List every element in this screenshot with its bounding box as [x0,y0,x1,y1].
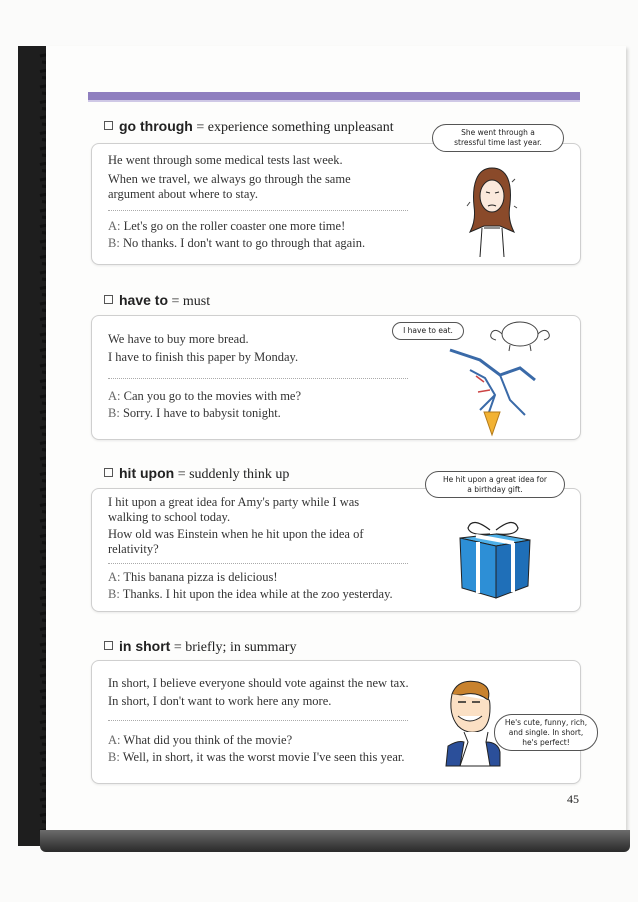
bubble-text: a birthday gift. [467,485,523,494]
speech-bubble [494,714,598,751]
speech-bubble [425,471,565,498]
section-heading-in-short [104,638,296,656]
definition: = suddenly think up [177,467,290,482]
speaker-label: A: [108,389,121,403]
checkbox-icon [104,295,113,304]
dialogue-line [108,587,393,602]
page-edge-shadow [40,830,630,852]
bubble-text: stressful time last year. [454,138,542,147]
divider [108,210,408,211]
divider [108,720,408,721]
divider [108,563,408,564]
dialogue-text: Let's go on the roller coaster one more time! [123,219,346,233]
speech-bubble [432,124,564,152]
bubble-text: He hit upon a great idea for [443,475,547,484]
page-number: 45 [567,792,579,806]
speaker-label: B: [108,750,120,764]
dialogue-text: Well, in short, it was the worst movie I've seen this year. [122,750,405,764]
checkbox-icon [104,468,113,477]
dialogue-text: Thanks. I hit upon the idea while at the zoo yesterday. [122,587,393,601]
dialogue-text: What did you think of the movie? [123,733,293,747]
phrase: in short [119,638,171,654]
example-sentence: When we travel, we always go through the same [108,172,351,186]
speaker-label: B: [108,587,120,601]
hungry-creature-illustration [440,320,580,435]
bubble-text: and single. In short, [508,728,584,737]
example-sentence: How old was Einstein when he hit upon the idea of [108,527,364,541]
phrase: go through [119,118,193,134]
definition: = must [171,294,211,309]
dialogue-line [108,389,301,404]
bubble-text: he's perfect! [522,738,570,747]
gift-box-icon [456,516,534,600]
section-heading-have-to [104,292,210,310]
example-sentence: We have to buy more bread. [108,332,249,346]
dialogue-text: No thanks. I don't want to go through that again. [122,236,366,250]
speaker-label: A: [108,733,121,747]
dialogue-line [108,236,365,251]
speaker-label: B: [108,236,120,250]
dialogue-line [108,406,281,421]
divider [108,378,408,379]
example-sentence: In short, I believe everyone should vote against the new tax. [108,676,409,690]
bubble-text: I have to eat. [403,326,453,335]
dialogue-text: Sorry. I have to babysit tonight. [122,406,281,420]
bubble-text: He's cute, funny, rich, [504,718,588,727]
checkbox-icon [104,121,113,130]
section-heading-go-through [104,118,394,136]
dialogue-line [108,570,278,585]
example-sentence: I have to finish this paper by Monday. [108,350,299,364]
checkbox-icon [104,641,113,650]
dialogue-line [108,750,404,765]
bubble-text: She went through a [461,128,535,137]
phrase: hit upon [119,465,175,481]
definition: = briefly; in summary [173,640,297,655]
phrase: have to [119,292,169,308]
definition: = experience something unpleasant [196,120,394,135]
example-sentence: In short, I don't want to work here any more. [108,694,332,708]
example-sentence: walking to school today. [108,510,231,524]
example-sentence: He went through some medical tests last week. [108,153,343,167]
dialogue-line [108,733,292,748]
dialogue-line [108,219,345,234]
stressed-woman-illustration [462,162,522,257]
header-bar [88,92,580,102]
dialogue-text: This banana pizza is delicious! [123,570,278,584]
example-sentence: relativity? [108,542,159,556]
dialogue-text: Can you go to the movies with me? [123,389,302,403]
section-heading-hit-upon [104,465,289,483]
example-sentence: argument about where to stay. [108,187,258,201]
speaker-label: A: [108,570,121,584]
speaker-label: A: [108,219,121,233]
speaker-label: B: [108,406,120,420]
example-sentence: I hit upon a great idea for Amy's party while I was [108,495,360,509]
